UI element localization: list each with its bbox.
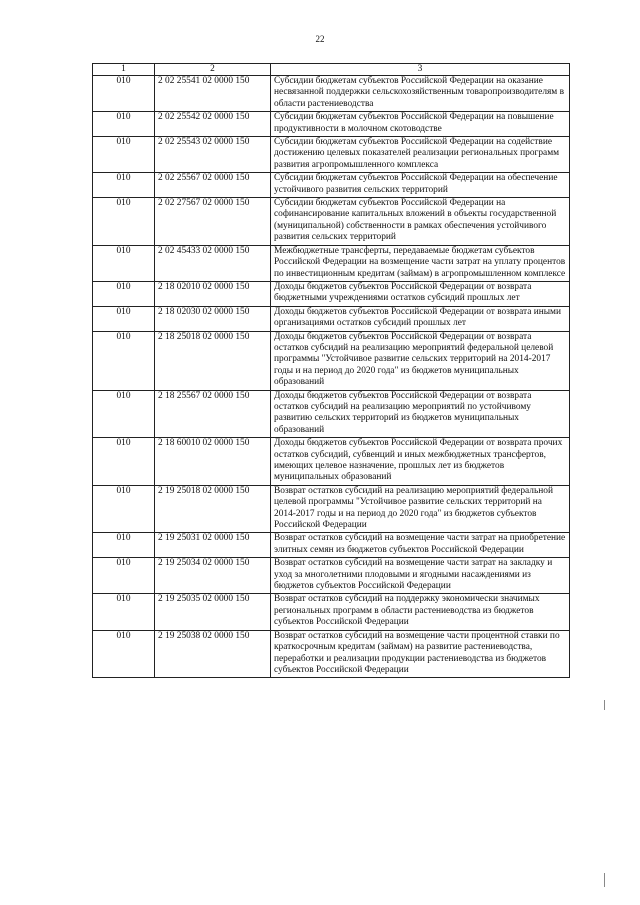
admin-code-cell: 010 <box>93 485 155 533</box>
budget-code-cell: 2 02 25567 02 0000 150 <box>155 173 271 198</box>
admin-code-cell: 010 <box>93 198 155 246</box>
margin-mark <box>604 700 605 710</box>
description-cell: Доходы бюджетов субъектов Российской Федерации от возврата остатков субсидий на реализацию мероприятий федеральной целевой программы "Устойчивое развитие сельских территорий на 2014-2017 годы и на период до 2020 года" из бюджетов муниципальных образований <box>271 331 570 390</box>
admin-code-cell: 010 <box>93 137 155 173</box>
budget-code-cell: 2 18 02010 02 0000 150 <box>155 281 271 306</box>
table-row <box>93 76 570 112</box>
table-body <box>93 76 570 678</box>
table-row <box>93 306 570 331</box>
budget-code-cell: 2 02 45433 02 0000 150 <box>155 245 271 281</box>
budget-classification-table <box>92 63 570 678</box>
description-cell: Доходы бюджетов субъектов Российской Федерации от возврата иными организациями остатков субсидий прошлых лет <box>271 306 570 331</box>
budget-code-cell: 2 02 27567 02 0000 150 <box>155 198 271 246</box>
column-header-3: 3 <box>271 64 570 76</box>
table-row <box>93 533 570 558</box>
description-cell: Субсидии бюджетам субъектов Российской Федерации на обеспечение устойчивого развития сельских территорий <box>271 173 570 198</box>
budget-code-cell: 2 02 25543 02 0000 150 <box>155 137 271 173</box>
column-header-1: 1 <box>93 64 155 76</box>
description-cell: Субсидии бюджетам субъектов Российской Федерации на содействие достижению целевых показателей реализации региональных программ развития агропромышленного комплекса <box>271 137 570 173</box>
description-cell: Субсидии бюджетам субъектов Российской Федерации на оказание несвязанной поддержки сельскохозяйственным товаропроизводителям в области растениеводства <box>271 76 570 112</box>
admin-code-cell: 010 <box>93 281 155 306</box>
description-cell: Возврат остатков субсидий на возмещение части затрат на приобретение элитных семян из бюджетов субъектов Российской Федерации <box>271 533 570 558</box>
budget-code-cell: 2 18 60010 02 0000 150 <box>155 438 271 486</box>
table-row <box>93 485 570 533</box>
admin-code-cell: 010 <box>93 630 155 678</box>
margin-mark <box>604 873 605 887</box>
header-row <box>93 64 570 76</box>
table-row <box>93 137 570 173</box>
budget-code-cell: 2 18 02030 02 0000 150 <box>155 306 271 331</box>
table-row <box>93 594 570 630</box>
admin-code-cell: 010 <box>93 76 155 112</box>
description-cell: Межбюджетные трансферты, передаваемые бюджетам субъектов Российской Федерации на возмещение части затрат на уплату процентов по инвестиционным кредитам (займам) в агропромышленном комплексе <box>271 245 570 281</box>
admin-code-cell: 010 <box>93 390 155 438</box>
admin-code-cell: 010 <box>93 245 155 281</box>
description-cell: Возврат остатков субсидий на возмещение части процентной ставки по краткосрочным кредитам (займам) на развитие растениеводства, переработки и реализации продукции растениеводства из бюджетов субъектов Российской Федерации <box>271 630 570 678</box>
table-row <box>93 245 570 281</box>
description-cell: Возврат остатков субсидий на реализацию мероприятий федеральной целевой программы "Устойчивое развитие сельских территорий на 2014-2017 годы и на период до 2020 года" из бюджетов субъектов Российской Федерации <box>271 485 570 533</box>
admin-code-cell: 010 <box>93 331 155 390</box>
budget-code-cell: 2 19 25035 02 0000 150 <box>155 594 271 630</box>
budget-code-cell: 2 19 25038 02 0000 150 <box>155 630 271 678</box>
table-row <box>93 173 570 198</box>
column-header-2: 2 <box>155 64 271 76</box>
budget-code-cell: 2 19 25031 02 0000 150 <box>155 533 271 558</box>
admin-code-cell: 010 <box>93 173 155 198</box>
admin-code-cell: 010 <box>93 438 155 486</box>
admin-code-cell: 010 <box>93 112 155 137</box>
table-row <box>93 198 570 246</box>
budget-code-cell: 2 18 25567 02 0000 150 <box>155 390 271 438</box>
table-row <box>93 331 570 390</box>
budget-code-cell: 2 19 25034 02 0000 150 <box>155 558 271 594</box>
page-number: 22 <box>315 34 325 44</box>
admin-code-cell: 010 <box>93 306 155 331</box>
table-row <box>93 558 570 594</box>
description-cell: Доходы бюджетов субъектов Российской Федерации от возврата бюджетными учреждениями остатков субсидий прошлых лет <box>271 281 570 306</box>
table-row <box>93 281 570 306</box>
table-row <box>93 630 570 678</box>
budget-code-cell: 2 02 25542 02 0000 150 <box>155 112 271 137</box>
description-cell: Доходы бюджетов субъектов Российской Федерации от возврата остатков субсидий на реализацию мероприятий по устойчивому развитию сельских территорий из бюджетов муниципальных образований <box>271 390 570 438</box>
admin-code-cell: 010 <box>93 558 155 594</box>
description-cell: Субсидии бюджетам субъектов Российской Федерации на повышение продуктивности в молочном скотоводстве <box>271 112 570 137</box>
description-cell: Доходы бюджетов субъектов Российской Федерации от возврата прочих остатков субсидий, субвенций и иных межбюджетных трансфертов, имеющих целевое назначение, прошлых лет из бюджетов муниципальных образований <box>271 438 570 486</box>
budget-code-cell: 2 19 25018 02 0000 150 <box>155 485 271 533</box>
description-cell: Возврат остатков субсидий на поддержку экономически значимых региональных программ в области растениеводства из бюджетов субъектов Российской Федерации <box>271 594 570 630</box>
admin-code-cell: 010 <box>93 594 155 630</box>
table-row <box>93 390 570 438</box>
admin-code-cell: 010 <box>93 533 155 558</box>
budget-code-cell: 2 02 25541 02 0000 150 <box>155 76 271 112</box>
table-row <box>93 438 570 486</box>
budget-code-cell: 2 18 25018 02 0000 150 <box>155 331 271 390</box>
description-cell: Субсидии бюджетам субъектов Российской Федерации на софинансирование капитальных вложений в объекты государственной (муниципальной) собственности в рамках обеспечения устойчивого развития сельских территорий <box>271 198 570 246</box>
table-row <box>93 112 570 137</box>
description-cell: Возврат остатков субсидий на возмещение части затрат на закладку и уход за многолетними плодовыми и ягодными насаждениями из бюджетов субъектов Российской Федерации <box>271 558 570 594</box>
table-header <box>93 64 570 76</box>
